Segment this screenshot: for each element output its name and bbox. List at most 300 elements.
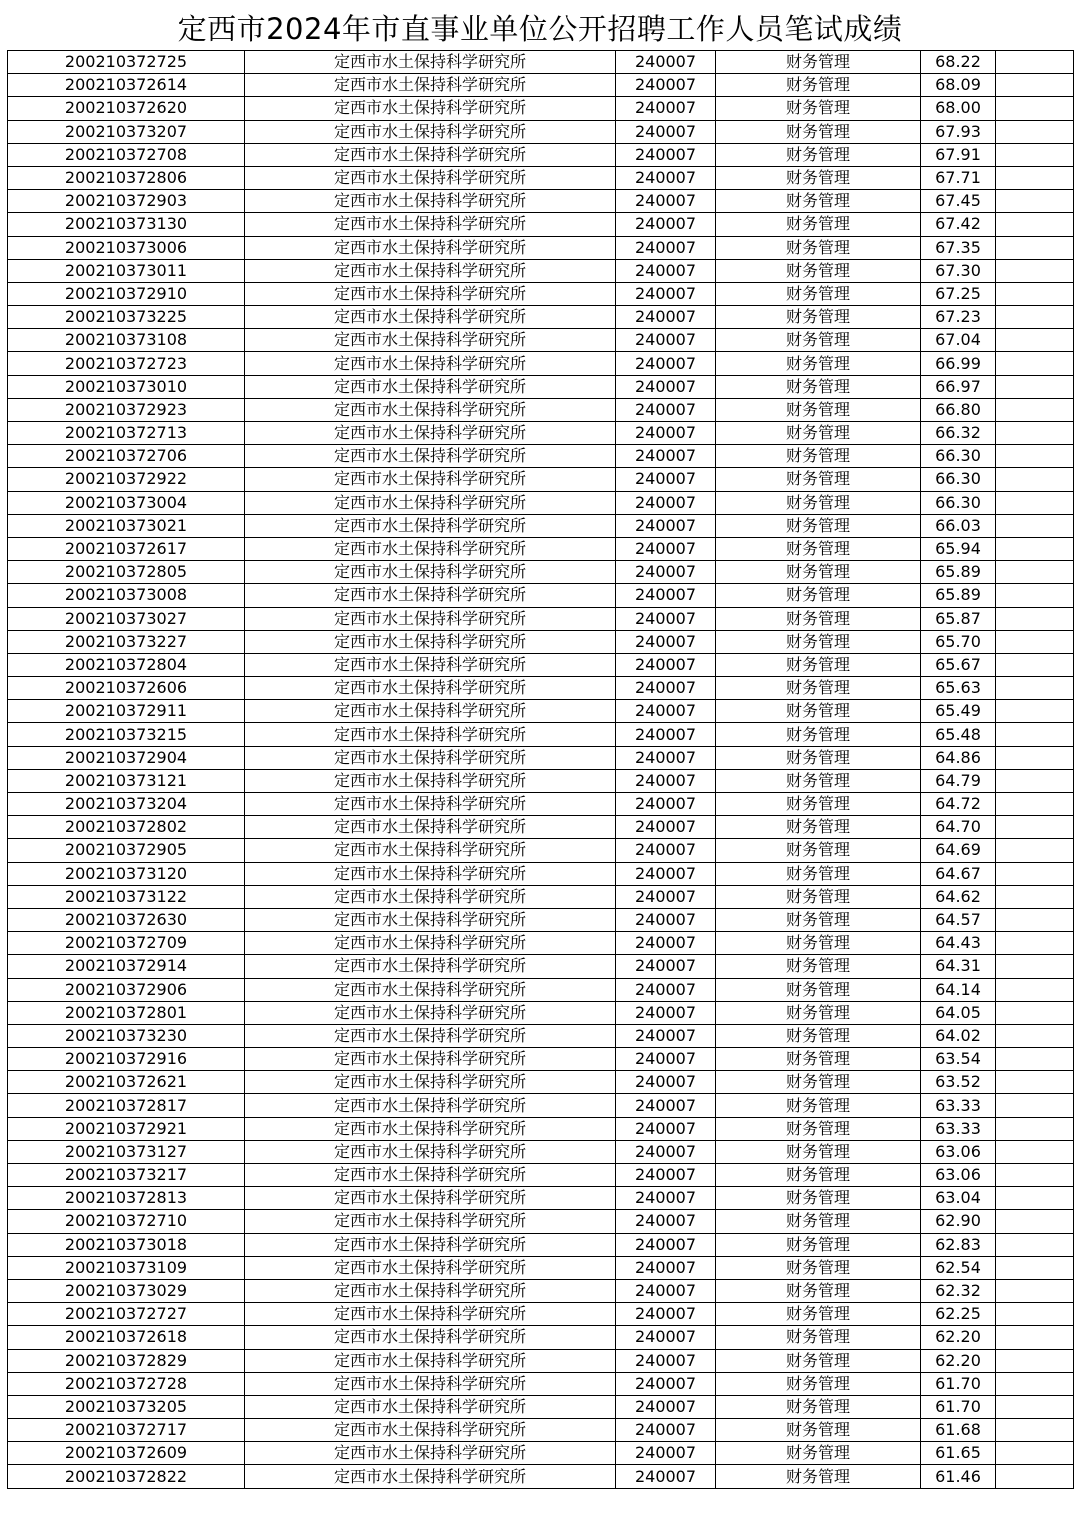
remark-cell (996, 932, 1074, 955)
position-code-cell: 240007 (616, 561, 716, 584)
exam-number-cell: 200210373018 (8, 1233, 245, 1256)
position-code-cell: 240007 (616, 1164, 716, 1187)
position-code-cell: 240007 (616, 352, 716, 375)
score-cell: 62.25 (921, 1303, 996, 1326)
position-code-cell: 240007 (616, 1326, 716, 1349)
table-row (8, 700, 1074, 723)
unit-name-cell: 定西市水土保持科学研究所 (245, 468, 616, 491)
remark-cell (996, 97, 1074, 120)
table-row (8, 1233, 1074, 1256)
position-code-cell: 240007 (616, 143, 716, 166)
exam-number-cell: 200210372609 (8, 1442, 245, 1465)
position-name-cell: 财务管理 (716, 375, 921, 398)
remark-cell (996, 630, 1074, 653)
table-row (8, 236, 1074, 259)
table-row (8, 1210, 1074, 1233)
table-row (8, 607, 1074, 630)
unit-name-cell: 定西市水土保持科学研究所 (245, 1395, 616, 1418)
table-row (8, 1349, 1074, 1372)
score-cell: 61.70 (921, 1372, 996, 1395)
exam-number-cell: 200210372614 (8, 74, 245, 97)
remark-cell (996, 514, 1074, 537)
position-code-cell: 240007 (616, 213, 716, 236)
unit-name-cell: 定西市水土保持科学研究所 (245, 120, 616, 143)
position-name-cell: 财务管理 (716, 213, 921, 236)
position-name-cell: 财务管理 (716, 1419, 921, 1442)
unit-name-cell: 定西市水土保持科学研究所 (245, 236, 616, 259)
exam-number-cell: 200210372906 (8, 978, 245, 1001)
position-name-cell: 财务管理 (716, 746, 921, 769)
position-code-cell: 240007 (616, 630, 716, 653)
table-row (8, 422, 1074, 445)
remark-cell (996, 1164, 1074, 1187)
position-name-cell: 财务管理 (716, 97, 921, 120)
position-code-cell: 240007 (616, 1303, 716, 1326)
table-row (8, 561, 1074, 584)
score-cell: 64.62 (921, 885, 996, 908)
position-code-cell: 240007 (616, 120, 716, 143)
position-name-cell: 财务管理 (716, 306, 921, 329)
position-name-cell: 财务管理 (716, 1117, 921, 1140)
position-code-cell: 240007 (616, 677, 716, 700)
exam-number-cell: 200210372817 (8, 1094, 245, 1117)
exam-number-cell: 200210373109 (8, 1256, 245, 1279)
position-name-cell: 财务管理 (716, 1024, 921, 1047)
exam-number-cell: 200210372630 (8, 908, 245, 931)
unit-name-cell: 定西市水土保持科学研究所 (245, 885, 616, 908)
remark-cell (996, 236, 1074, 259)
position-code-cell: 240007 (616, 978, 716, 1001)
remark-cell (996, 885, 1074, 908)
exam-number-cell: 200210372620 (8, 97, 245, 120)
score-cell: 61.65 (921, 1442, 996, 1465)
position-name-cell: 财务管理 (716, 1256, 921, 1279)
exam-number-cell: 200210372618 (8, 1326, 245, 1349)
position-code-cell: 240007 (616, 74, 716, 97)
position-name-cell: 财务管理 (716, 607, 921, 630)
position-name-cell: 财务管理 (716, 630, 921, 653)
exam-number-cell: 200210372911 (8, 700, 245, 723)
table-row (8, 143, 1074, 166)
score-cell: 64.02 (921, 1024, 996, 1047)
exam-number-cell: 200210373029 (8, 1279, 245, 1302)
table-row (8, 1395, 1074, 1418)
score-cell: 66.30 (921, 491, 996, 514)
scores-table-body (8, 51, 1074, 1489)
remark-cell (996, 1210, 1074, 1233)
score-cell: 67.04 (921, 329, 996, 352)
remark-cell (996, 700, 1074, 723)
position-code-cell: 240007 (616, 468, 716, 491)
position-name-cell: 财务管理 (716, 352, 921, 375)
score-cell: 65.87 (921, 607, 996, 630)
unit-name-cell: 定西市水土保持科学研究所 (245, 1349, 616, 1372)
remark-cell (996, 1349, 1074, 1372)
unit-name-cell: 定西市水土保持科学研究所 (245, 630, 616, 653)
exam-number-cell: 200210373021 (8, 514, 245, 537)
position-code-cell: 240007 (616, 1465, 716, 1488)
table-row (8, 1442, 1074, 1465)
table-row (8, 723, 1074, 746)
remark-cell (996, 352, 1074, 375)
score-cell: 66.80 (921, 398, 996, 421)
position-code-cell: 240007 (616, 1372, 716, 1395)
exam-number-cell: 200210373011 (8, 259, 245, 282)
position-name-cell: 财务管理 (716, 978, 921, 1001)
exam-number-cell: 200210373215 (8, 723, 245, 746)
table-row (8, 329, 1074, 352)
table-row (8, 97, 1074, 120)
score-cell: 67.93 (921, 120, 996, 143)
remark-cell (996, 1140, 1074, 1163)
exam-number-cell: 200210372914 (8, 955, 245, 978)
score-cell: 66.97 (921, 375, 996, 398)
unit-name-cell: 定西市水土保持科学研究所 (245, 166, 616, 189)
table-row (8, 259, 1074, 282)
score-cell: 68.22 (921, 51, 996, 74)
position-code-cell: 240007 (616, 1419, 716, 1442)
score-cell: 67.25 (921, 282, 996, 305)
table-row (8, 375, 1074, 398)
unit-name-cell: 定西市水土保持科学研究所 (245, 491, 616, 514)
remark-cell (996, 120, 1074, 143)
exam-number-cell: 200210372606 (8, 677, 245, 700)
score-cell: 67.30 (921, 259, 996, 282)
remark-cell (996, 1071, 1074, 1094)
position-name-cell: 财务管理 (716, 491, 921, 514)
exam-number-cell: 200210372822 (8, 1465, 245, 1488)
unit-name-cell: 定西市水土保持科学研究所 (245, 1326, 616, 1349)
exam-number-cell: 200210373204 (8, 793, 245, 816)
table-row (8, 677, 1074, 700)
score-cell: 64.57 (921, 908, 996, 931)
position-name-cell: 财务管理 (716, 584, 921, 607)
score-cell: 64.79 (921, 769, 996, 792)
exam-number-cell: 200210372921 (8, 1117, 245, 1140)
table-row (8, 1094, 1074, 1117)
remark-cell (996, 584, 1074, 607)
position-code-cell: 240007 (616, 862, 716, 885)
score-cell: 65.89 (921, 584, 996, 607)
unit-name-cell: 定西市水土保持科学研究所 (245, 769, 616, 792)
table-row (8, 537, 1074, 560)
position-code-cell: 240007 (616, 190, 716, 213)
table-row (8, 282, 1074, 305)
position-code-cell: 240007 (616, 1001, 716, 1024)
unit-name-cell: 定西市水土保持科学研究所 (245, 1071, 616, 1094)
table-row (8, 166, 1074, 189)
remark-cell (996, 816, 1074, 839)
position-code-cell: 240007 (616, 1349, 716, 1372)
exam-number-cell: 200210372805 (8, 561, 245, 584)
exam-number-cell: 200210372916 (8, 1048, 245, 1071)
unit-name-cell: 定西市水土保持科学研究所 (245, 793, 616, 816)
remark-cell (996, 1233, 1074, 1256)
position-name-cell: 财务管理 (716, 1372, 921, 1395)
exam-number-cell: 200210372804 (8, 653, 245, 676)
unit-name-cell: 定西市水土保持科学研究所 (245, 1001, 616, 1024)
exam-number-cell: 200210373217 (8, 1164, 245, 1187)
exam-number-cell: 200210372903 (8, 190, 245, 213)
unit-name-cell: 定西市水土保持科学研究所 (245, 1210, 616, 1233)
table-row (8, 955, 1074, 978)
position-name-cell: 财务管理 (716, 769, 921, 792)
unit-name-cell: 定西市水土保持科学研究所 (245, 259, 616, 282)
exam-number-cell: 200210373008 (8, 584, 245, 607)
position-code-cell: 240007 (616, 306, 716, 329)
remark-cell (996, 908, 1074, 931)
score-cell: 67.42 (921, 213, 996, 236)
position-name-cell: 财务管理 (716, 932, 921, 955)
position-code-cell: 240007 (616, 1442, 716, 1465)
position-code-cell: 240007 (616, 1024, 716, 1047)
position-code-cell: 240007 (616, 1117, 716, 1140)
remark-cell (996, 398, 1074, 421)
exam-number-cell: 200210372923 (8, 398, 245, 421)
remark-cell (996, 422, 1074, 445)
remark-cell (996, 166, 1074, 189)
position-name-cell: 财务管理 (716, 329, 921, 352)
unit-name-cell: 定西市水土保持科学研究所 (245, 1442, 616, 1465)
position-name-cell: 财务管理 (716, 816, 921, 839)
score-cell: 65.63 (921, 677, 996, 700)
position-code-cell: 240007 (616, 1140, 716, 1163)
remark-cell (996, 1256, 1074, 1279)
position-name-cell: 财务管理 (716, 1279, 921, 1302)
remark-cell (996, 1303, 1074, 1326)
table-row (8, 653, 1074, 676)
exam-number-cell: 200210372806 (8, 166, 245, 189)
unit-name-cell: 定西市水土保持科学研究所 (245, 375, 616, 398)
position-code-cell: 240007 (616, 282, 716, 305)
score-cell: 66.99 (921, 352, 996, 375)
position-code-cell: 240007 (616, 793, 716, 816)
table-row (8, 1372, 1074, 1395)
remark-cell (996, 723, 1074, 746)
unit-name-cell: 定西市水土保持科学研究所 (245, 955, 616, 978)
unit-name-cell: 定西市水土保持科学研究所 (245, 537, 616, 560)
position-name-cell: 财务管理 (716, 282, 921, 305)
unit-name-cell: 定西市水土保持科学研究所 (245, 1187, 616, 1210)
unit-name-cell: 定西市水土保持科学研究所 (245, 862, 616, 885)
table-row (8, 630, 1074, 653)
position-code-cell: 240007 (616, 653, 716, 676)
table-row (8, 932, 1074, 955)
position-name-cell: 财务管理 (716, 190, 921, 213)
exam-number-cell: 200210372910 (8, 282, 245, 305)
remark-cell (996, 1465, 1074, 1488)
remark-cell (996, 561, 1074, 584)
table-row (8, 1465, 1074, 1488)
exam-number-cell: 200210373205 (8, 1395, 245, 1418)
exam-number-cell: 200210372713 (8, 422, 245, 445)
score-cell: 64.05 (921, 1001, 996, 1024)
table-row (8, 769, 1074, 792)
unit-name-cell: 定西市水土保持科学研究所 (245, 306, 616, 329)
position-name-cell: 财务管理 (716, 1210, 921, 1233)
score-cell: 63.52 (921, 1071, 996, 1094)
position-code-cell: 240007 (616, 97, 716, 120)
table-row (8, 1187, 1074, 1210)
position-name-cell: 财务管理 (716, 1442, 921, 1465)
unit-name-cell: 定西市水土保持科学研究所 (245, 74, 616, 97)
score-cell: 63.06 (921, 1164, 996, 1187)
position-code-cell: 240007 (616, 491, 716, 514)
remark-cell (996, 282, 1074, 305)
exam-number-cell: 200210372904 (8, 746, 245, 769)
position-code-cell: 240007 (616, 259, 716, 282)
unit-name-cell: 定西市水土保持科学研究所 (245, 514, 616, 537)
position-name-cell: 财务管理 (716, 1140, 921, 1163)
table-row (8, 491, 1074, 514)
unit-name-cell: 定西市水土保持科学研究所 (245, 908, 616, 931)
position-name-cell: 财务管理 (716, 1071, 921, 1094)
unit-name-cell: 定西市水土保持科学研究所 (245, 445, 616, 468)
unit-name-cell: 定西市水土保持科学研究所 (245, 561, 616, 584)
unit-name-cell: 定西市水土保持科学研究所 (245, 723, 616, 746)
table-row (8, 839, 1074, 862)
position-code-cell: 240007 (616, 166, 716, 189)
position-code-cell: 240007 (616, 839, 716, 862)
position-code-cell: 240007 (616, 885, 716, 908)
unit-name-cell: 定西市水土保持科学研究所 (245, 143, 616, 166)
score-cell: 64.14 (921, 978, 996, 1001)
exam-number-cell: 200210372717 (8, 1419, 245, 1442)
score-cell: 66.03 (921, 514, 996, 537)
table-row (8, 51, 1074, 74)
score-cell: 66.30 (921, 468, 996, 491)
position-name-cell: 财务管理 (716, 1094, 921, 1117)
position-code-cell: 240007 (616, 769, 716, 792)
position-code-cell: 240007 (616, 1256, 716, 1279)
exam-number-cell: 200210372728 (8, 1372, 245, 1395)
exam-number-cell: 200210372801 (8, 1001, 245, 1024)
unit-name-cell: 定西市水土保持科学研究所 (245, 1048, 616, 1071)
score-cell: 64.69 (921, 839, 996, 862)
position-name-cell: 财务管理 (716, 885, 921, 908)
position-code-cell: 240007 (616, 445, 716, 468)
score-cell: 67.35 (921, 236, 996, 259)
position-name-cell: 财务管理 (716, 236, 921, 259)
unit-name-cell: 定西市水土保持科学研究所 (245, 1140, 616, 1163)
position-name-cell: 财务管理 (716, 259, 921, 282)
score-cell: 64.70 (921, 816, 996, 839)
remark-cell (996, 74, 1074, 97)
position-name-cell: 财务管理 (716, 1326, 921, 1349)
position-name-cell: 财务管理 (716, 793, 921, 816)
remark-cell (996, 491, 1074, 514)
remark-cell (996, 607, 1074, 630)
position-code-cell: 240007 (616, 746, 716, 769)
remark-cell (996, 468, 1074, 491)
position-name-cell: 财务管理 (716, 955, 921, 978)
exam-number-cell: 200210372813 (8, 1187, 245, 1210)
score-cell: 61.68 (921, 1419, 996, 1442)
position-name-cell: 财务管理 (716, 700, 921, 723)
remark-cell (996, 375, 1074, 398)
exam-number-cell: 200210373122 (8, 885, 245, 908)
remark-cell (996, 190, 1074, 213)
position-code-cell: 240007 (616, 1395, 716, 1418)
table-row (8, 1001, 1074, 1024)
table-row (8, 1256, 1074, 1279)
table-row (8, 190, 1074, 213)
unit-name-cell: 定西市水土保持科学研究所 (245, 653, 616, 676)
position-code-cell: 240007 (616, 375, 716, 398)
unit-name-cell: 定西市水土保持科学研究所 (245, 1233, 616, 1256)
remark-cell (996, 51, 1074, 74)
position-name-cell: 财务管理 (716, 561, 921, 584)
unit-name-cell: 定西市水土保持科学研究所 (245, 1164, 616, 1187)
position-name-cell: 财务管理 (716, 445, 921, 468)
table-row (8, 213, 1074, 236)
table-row (8, 862, 1074, 885)
unit-name-cell: 定西市水土保持科学研究所 (245, 51, 616, 74)
remark-cell (996, 1372, 1074, 1395)
position-code-cell: 240007 (616, 1071, 716, 1094)
unit-name-cell: 定西市水土保持科学研究所 (245, 677, 616, 700)
position-code-cell: 240007 (616, 607, 716, 630)
table-row (8, 1024, 1074, 1047)
exam-number-cell: 200210372922 (8, 468, 245, 491)
table-row (8, 584, 1074, 607)
table-row (8, 1048, 1074, 1071)
position-code-cell: 240007 (616, 723, 716, 746)
position-code-cell: 240007 (616, 816, 716, 839)
exam-number-cell: 200210373127 (8, 1140, 245, 1163)
exam-number-cell: 200210372727 (8, 1303, 245, 1326)
remark-cell (996, 445, 1074, 468)
remark-cell (996, 1279, 1074, 1302)
table-row (8, 445, 1074, 468)
position-code-cell: 240007 (616, 700, 716, 723)
remark-cell (996, 1048, 1074, 1071)
unit-name-cell: 定西市水土保持科学研究所 (245, 282, 616, 305)
remark-cell (996, 1117, 1074, 1140)
position-code-cell: 240007 (616, 514, 716, 537)
position-name-cell: 财务管理 (716, 74, 921, 97)
score-cell: 66.30 (921, 445, 996, 468)
unit-name-cell: 定西市水土保持科学研究所 (245, 398, 616, 421)
position-name-cell: 财务管理 (716, 51, 921, 74)
table-row (8, 352, 1074, 375)
unit-name-cell: 定西市水土保持科学研究所 (245, 1279, 616, 1302)
unit-name-cell: 定西市水土保持科学研究所 (245, 1465, 616, 1488)
remark-cell (996, 1326, 1074, 1349)
score-cell: 62.20 (921, 1349, 996, 1372)
exam-number-cell: 200210372829 (8, 1349, 245, 1372)
remark-cell (996, 1395, 1074, 1418)
position-code-cell: 240007 (616, 908, 716, 931)
remark-cell (996, 955, 1074, 978)
exam-number-cell: 200210372905 (8, 839, 245, 862)
table-row (8, 1140, 1074, 1163)
position-code-cell: 240007 (616, 51, 716, 74)
position-code-cell: 240007 (616, 1279, 716, 1302)
remark-cell (996, 306, 1074, 329)
remark-cell (996, 537, 1074, 560)
exam-number-cell: 200210372802 (8, 816, 245, 839)
remark-cell (996, 978, 1074, 1001)
score-cell: 62.83 (921, 1233, 996, 1256)
position-code-cell: 240007 (616, 329, 716, 352)
remark-cell (996, 329, 1074, 352)
unit-name-cell: 定西市水土保持科学研究所 (245, 932, 616, 955)
table-row (8, 514, 1074, 537)
table-row (8, 74, 1074, 97)
score-cell: 65.49 (921, 700, 996, 723)
table-row (8, 816, 1074, 839)
